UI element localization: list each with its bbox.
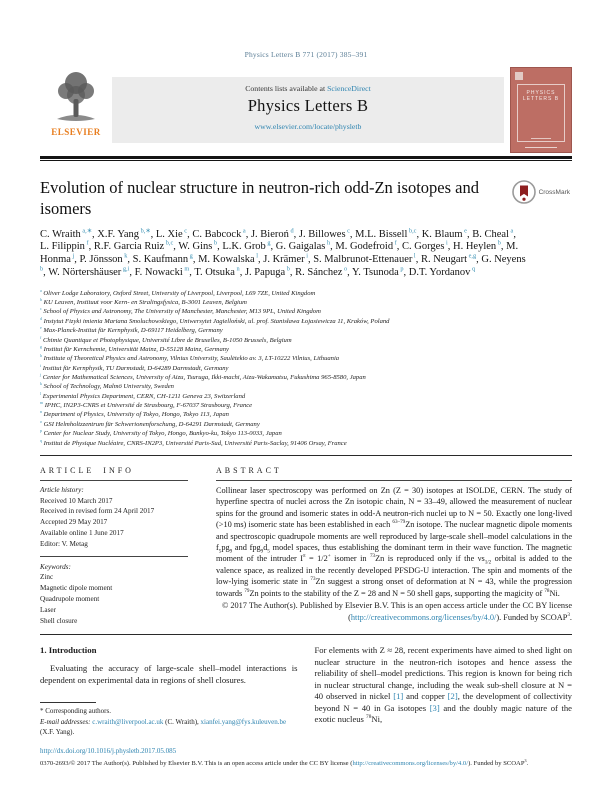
history-line: Available online 1 June 2017 [40, 529, 124, 538]
article-info-header: ARTICLE INFO [40, 465, 134, 475]
author-name: W. Gins [178, 241, 213, 253]
text-run: d [263, 543, 268, 553]
affiliation-marker: f [40, 334, 42, 340]
notation-sup: π [303, 553, 306, 560]
cover-decoration [525, 147, 557, 148]
affiliation-item [40, 410, 572, 419]
abstract-text [216, 485, 572, 599]
crossmark-label: CrossMark [538, 188, 570, 196]
text-run: and fpg [232, 543, 261, 553]
text-run: Collinear laser spectroscopy was performed on Zn (Z = 30) isotopes at ISOLDE, CERN. The study of hyperfine spectra of nuclei across the Zn isotopic chain, N = 33–49, allowed the measurement of nuclear spins for the ground and isomeric states in odd-A neutron-rich nuclei up to N = 50. Exactly one long-lived (>10 ms) isomeric state has been established in each [216, 485, 572, 530]
notation-sub: 5 [267, 548, 270, 555]
affiliation-item [40, 420, 572, 429]
history-line: Received in revised form 24 April 2017 [40, 507, 155, 516]
author-name: B. Cheal [472, 228, 509, 240]
author-affiliation-marker: g,i [121, 265, 130, 273]
author-affiliation-marker: i [444, 239, 448, 247]
keywords-label: Keywords: [40, 562, 71, 571]
author-name: M. Kowalska [198, 254, 255, 266]
affiliation-text: IPHC, IN2P3-CNRS et Université de Strasbourg, F-67037 Strasbourg, France [43, 402, 253, 410]
text-run: and the doubly magic nature of the exotic nucleus [314, 702, 572, 724]
author-name: M. Godefroid [335, 241, 394, 253]
elsevier-logo[interactable] [40, 67, 112, 151]
author-name: K. Blaum [421, 228, 463, 240]
affiliation-item [40, 392, 572, 401]
inline-link[interactable]: c.wraith@liverpool.ac.uk [92, 718, 164, 727]
divider [40, 480, 188, 481]
author-name: Y. Tsunoda [352, 266, 399, 278]
author-list: C. Wraith $^{a,∗}$, X.F. Yang $^{b,∗}$, L. Xie $^c$, C. Babcock $^a$, J. Bieroń $^d$, J. Billowes $^c$, M.L. Bissell $^{b,c}$, K. Blaum $^e$, B. Cheal $^a$, L. Filippin $^f$, R.F. Garcia Ruiz $^{b,c}$, W. Gins $^b$, L.K. Grob $^g$, G. Gaigalas $^h$, M. Godefroid $^f$, C. Gorges $^i$, H. Heylen $^b$, M. Honma $^j$, P. Jönsson $^k$, S. Kaufmann $^g$, M. Kowalska $^l$, J. Krämer $^i$, S. Malbrunot-Ettenauer $^l$, R. Neugart $^{e,g}$, G. Neyens $^b$, W. Nörtershäuser $^{g,i}$, F. Nowacki $^m$, T. Otsuka $^n$, J. Papuga $^b$, R. Sánchez $^o$, Y. Tsunoda $^p$, D.T. Yordanov $^q$ [40, 227, 526, 278]
body-right-column [315, 645, 573, 754]
affiliation-marker: p [40, 427, 42, 433]
text-run: isomer in [330, 554, 370, 564]
text-run: For elements with Z ≈ 28, recent experiments have aimed to shed light on nuclear structure in the neutron-rich isotopes and hence assess the reliability of shell–model predictions. This region is known for being rich in nuclear structural change, including the weak sub-shell closure at N = 40 observed in nickel [314, 645, 572, 702]
keyword-item: Magnetic dipole moment [40, 584, 113, 593]
author-affiliation-marker: f [393, 239, 397, 247]
history-line: Received 10 March 2017 [40, 496, 113, 505]
author-affiliation-marker: a [508, 227, 514, 235]
affiliation-text: Institut für Kernphysik, TU Darmstadt, D-64289 Darmstadt, Germany [41, 364, 229, 372]
doi-link[interactable]: http://dx.doi.org/10.1016/j.physletb.2017.05.085 [40, 746, 177, 755]
author-affiliation-marker: b,c [164, 239, 174, 247]
affiliation-marker: h [40, 353, 42, 359]
keyword-item: Laser [40, 605, 56, 614]
inline-link[interactable]: http://creativecommons.org/licenses/by/4.0/ [350, 612, 497, 622]
author-name: J. Krämer [263, 254, 305, 266]
author-name: R.F. Garcia Ruiz [93, 241, 165, 253]
inline-link[interactable]: [2] [447, 691, 458, 702]
author-affiliation-marker: k [122, 252, 128, 260]
author-name: S. Malbrunot-Ettenauer [313, 254, 413, 266]
author-affiliation-marker: m [182, 265, 190, 273]
affiliation-text: Institute of Theoretical Physics and Astronomy, Vilnius University, Saulėtekio av. 3, LT-10222 Vilnius, Lithuania [41, 355, 340, 363]
affiliation-list [40, 289, 572, 448]
author-name: J. Bieroń [250, 228, 289, 240]
notation-sup: 73 [369, 553, 376, 560]
author-name: G. Gaigalas [275, 241, 326, 253]
contents-line [112, 84, 504, 93]
author-affiliation-marker: a,∗ [80, 227, 93, 235]
affiliation-marker: c [40, 306, 42, 312]
elsevier-wordmark: ELSEVIER [51, 127, 101, 137]
text-run: Zn is reproduced only if the νs [375, 554, 485, 564]
emphasis-text: E-mail addresses: [40, 718, 93, 727]
affiliation-text: Oliver Lodge Laboratory, Oxford Street, University of Liverpool, Liverpool, L69 7ZE, United Kingdom [41, 289, 316, 297]
text-run: = 1/2 [305, 554, 328, 564]
affiliation-marker: j [40, 371, 42, 377]
author-name: L.K. Grob [222, 241, 266, 253]
author-affiliation-marker: p [398, 265, 404, 273]
text-run: pg [221, 543, 230, 553]
author-name: S. Kaufmann [132, 254, 189, 266]
running-head-citation: Physics Letters B 771 (2017) 385–391 [244, 50, 368, 59]
notation-sup: 3 [524, 757, 527, 763]
abstract-divider [40, 634, 572, 635]
author-name: D.T. Yordanov [408, 266, 471, 278]
masthead-center [112, 77, 504, 143]
affiliation-text: Department of Physics, University of Tokyo, Hongo, Tokyo 113, Japan [41, 411, 229, 419]
article-history-list [40, 496, 188, 550]
journal-url-link[interactable]: www.elsevier.com/locate/physletb [254, 122, 362, 131]
author-name: C. Wraith [40, 228, 81, 240]
affiliation-item [40, 307, 572, 316]
affiliation-text: Instytut Fizyki imienia Mariana Smoluchowskiego, Uniwersytet Jagielloński, ul. prof. Stanisława Łojasiewicza 11, Kraków, Poland [41, 317, 390, 325]
notation-sup: 73 [310, 576, 316, 583]
keyword-list [40, 572, 188, 626]
author-affiliation-marker: f [84, 239, 89, 247]
author-affiliation-marker: l [254, 252, 258, 260]
inline-link[interactable]: [1] [393, 691, 404, 702]
keyword-item: Zinc [40, 573, 54, 582]
affiliation-text: GSI Helmholtzzentrum für Schwerionenforschung, D-64291 Darmstadt, Germany [41, 420, 260, 428]
author-affiliation-marker: e [462, 227, 467, 235]
section-divider [40, 455, 572, 456]
affiliation-marker: q [40, 437, 42, 443]
text-run: Ni. [549, 588, 560, 598]
author-name: R. Sánchez [295, 266, 343, 278]
notation-sup: 3 [567, 611, 570, 618]
author-name: J. Billowes [298, 228, 346, 240]
affiliation-item [40, 354, 572, 363]
notation-sup: 78 [366, 714, 372, 721]
author-name: C. Babcock [192, 228, 242, 240]
affiliation-text: Chimie Quantique et Photophysique, Université Libre de Bruxelles, B-1050 Brussels, Belgium [41, 336, 292, 344]
author-affiliation-marker: b [40, 265, 44, 273]
text-run: and copper [403, 691, 448, 702]
author-affiliation-marker: j [70, 252, 75, 260]
inline-link[interactable]: http://creativecommons.org/licenses/by/4.0/ [352, 759, 469, 767]
text-run: orbital is added to the valence space, as realized in the recently developed PFSDG-U interaction. The spin and moments of the low-lying isomeric state in [216, 554, 572, 587]
history-line: Accepted 29 May 2017 [40, 518, 108, 527]
affiliation-item [40, 382, 572, 391]
notation-sup: 78 [544, 588, 550, 595]
abstract-column [216, 466, 572, 627]
affiliation-marker: o [40, 418, 42, 424]
text-run: Zn points to the stability of the Z = 28 and N = 50 shell gaps, supporting the magicity of [249, 588, 545, 598]
author-name: R. Neugart [420, 254, 468, 266]
notation-sup: + [327, 553, 331, 560]
author-name: P. Jönsson [79, 254, 123, 266]
author-affiliation-marker: a [241, 227, 246, 235]
author-affiliation-marker: e,g [467, 252, 477, 260]
text-run: , the development of collectivity beyond N = 40 in Ga isotopes [314, 691, 572, 713]
notation-sub: 9 [260, 548, 264, 555]
journal-cover-thumbnail[interactable] [510, 67, 572, 153]
author-name: W. Nörtershäuser [48, 266, 122, 278]
notation-sup: 63–79 [392, 519, 406, 526]
author-affiliation-marker: n [234, 265, 240, 273]
text-run: model spaces, thus establishing the dominant term in their wave function. The magnetic moment of the intruder I [216, 543, 572, 564]
author-affiliation-marker: g [188, 252, 193, 260]
affiliation-text: School of Technology, Malmö University, Sweden [41, 383, 174, 391]
affiliation-marker: k [40, 381, 42, 387]
affiliation-item [40, 364, 572, 373]
sciencedirect-link[interactable]: ScienceDirect [327, 84, 371, 93]
contents-line-text: Contents lists available at [245, 84, 326, 93]
author-name: M.L. Bissell [355, 228, 408, 240]
author-affiliation-marker: d [288, 227, 294, 235]
affiliation-marker: i [40, 362, 42, 368]
cover-publisher-mark [515, 72, 523, 80]
text-run: © 2017 The Author(s). Published by Elsevier B.V. This is an open access article under the CC BY license ( [221, 601, 572, 622]
affiliation-item [40, 326, 572, 335]
affiliation-text: Center for Nuclear Study, University of Tokyo, Hongo, Bunkyo-ku, Tokyo 113-0033, Japan [41, 430, 282, 438]
cover-decoration [531, 138, 551, 139]
email-addresses-line [40, 718, 298, 738]
abstract-header: ABSTRACT [216, 465, 282, 475]
text-run: (C. Wraith), [163, 718, 201, 727]
author-affiliation-marker: b [496, 239, 501, 247]
text-run: Zn suggest a strong onset of deformation at N = 43, while the progression towards [216, 577, 572, 598]
author-name: F. Nowacki [134, 266, 183, 278]
author-affiliation-marker: b,c [407, 227, 417, 235]
issn-copyright-line [40, 759, 572, 769]
author-name: G. Neyens [481, 254, 526, 266]
affiliation-text: Max-Planck-Institut für Kernphysik, D-69117 Heidelberg, Germany [41, 327, 223, 335]
text-run: ). Funded by SCOAP [468, 759, 525, 767]
affiliation-marker: b [40, 296, 42, 302]
footnote-rule [40, 702, 96, 703]
corresponding-authors-note: * Corresponding authors. [40, 707, 111, 716]
affiliation-item [40, 401, 572, 410]
author-affiliation-marker: b [212, 239, 218, 247]
intro-paragraph-right [315, 645, 573, 725]
author-name: J. Papuga [244, 266, 286, 278]
text-run: . [569, 612, 572, 622]
divider [40, 556, 188, 557]
author-affiliation-marker: i [304, 252, 308, 260]
crossmark-icon [512, 180, 536, 204]
author-name: X.F. Yang [97, 228, 140, 240]
author-name: T. Otsuka [194, 266, 235, 278]
affiliation-marker: l [40, 390, 42, 396]
affiliation-marker: n [40, 409, 42, 415]
affiliation-marker: d [40, 315, 42, 321]
text-run: Ni, [371, 713, 383, 724]
author-affiliation-marker: l [412, 252, 416, 260]
author-affiliation-marker: q [470, 265, 476, 273]
text-run: ). Funded by SCOAP [496, 612, 568, 622]
affiliation-marker: a [40, 287, 42, 293]
affiliation-text: KU Leuven, Instituut voor Kern- en Stralingsfysica, B-3001 Leuven, Belgium [41, 299, 247, 307]
crossmark-badge[interactable] [512, 180, 570, 204]
affiliation-text: Institut de Physique Nucléaire, CNRS-IN2P3, Université Paris-Sud, Université Paris-Saclay, 91406 Orsay, France [41, 439, 347, 447]
affiliation-marker: g [40, 343, 42, 349]
masthead-divider [40, 156, 572, 161]
affiliation-item [40, 336, 572, 345]
affiliation-item [40, 289, 572, 298]
notation-sub: 9 [229, 548, 233, 555]
affiliation-text: Experimental Physics Department, CERN, CH-1211 Geneva 23, Switzerland [41, 392, 246, 400]
elsevier-tree-icon [47, 67, 105, 129]
author-affiliation-marker: g [265, 239, 271, 247]
divider [216, 480, 572, 481]
journal-masthead [40, 67, 572, 153]
keyword-item: Quadrupole moment [40, 595, 100, 604]
affiliation-item [40, 298, 572, 307]
affiliation-item [40, 439, 572, 448]
inline-link[interactable]: [3] [429, 702, 440, 713]
author-affiliation-marker: c [345, 227, 350, 235]
abstract-copyright [216, 600, 572, 623]
affiliation-text: Center for Mathematical Sciences, University of Aizu, Tsuruga, Ikki-machi, Aizu-Wakamatsu, Fukushima 965-8580, Japan [41, 373, 366, 381]
author-affiliation-marker: h [325, 239, 331, 247]
notation-sub: 1/2 [484, 560, 492, 567]
text-run: (X.F. Yang). [40, 727, 75, 736]
author-affiliation-marker: b [285, 265, 290, 273]
author-name: H. Heylen [453, 241, 497, 253]
affiliation-marker: e [40, 325, 42, 330]
author-affiliation-marker: b,∗ [139, 227, 151, 235]
article-title: Evolution of nuclear structure in neutron-rich odd-Zn isotopes and isomers [40, 178, 479, 218]
affiliation-item [40, 429, 572, 438]
affiliation-text: Institut für Kernchemie, Universität Mainz, D-55128 Mainz, Germany [41, 345, 229, 353]
footnote-block [40, 702, 298, 737]
author-affiliation-marker: c [182, 227, 188, 235]
affiliation-item [40, 317, 572, 326]
keyword-item: Shell closure [40, 616, 78, 625]
affiliation-item [40, 373, 572, 382]
author-affiliation-marker: o [342, 265, 348, 273]
author-name: L. Xie [155, 228, 183, 240]
notation-sup: 79 [244, 588, 250, 595]
article-history-label: Article history: [40, 485, 84, 494]
author-name: M. Honma [40, 241, 519, 266]
notation-sub: 5 [218, 548, 222, 555]
inline-link[interactable]: xianfei.yang@fys.kuleuven.be [200, 718, 287, 727]
affiliation-text: School of Physics and Astronomy, The University of Manchester, Manchester, M13 9PL, United Kingdom [41, 308, 321, 316]
text-run: 0370-2693/© 2017 The Author(s). Published by Elsevier B.V. This is an open access article under the CC BY license ( [40, 759, 353, 767]
text-run: Zn isotope. The nuclear magnetic dipole moments and spectroscopic quadrupole moments are well reproduced by large-scale shell–model calculations in the f [216, 520, 572, 553]
section-heading-introduction: 1. Introduction [40, 645, 97, 656]
author-name: C. Gorges [402, 241, 445, 253]
history-line: Editor: V. Metag [40, 539, 88, 548]
journal-name: Physics Letters B [247, 96, 369, 115]
text-run: . [526, 759, 529, 767]
cover-title: PHYSICS LETTERS B [522, 90, 560, 102]
author-name: L. Filippin [40, 241, 85, 253]
body-left-column [40, 645, 298, 754]
affiliation-marker: m [40, 399, 44, 405]
article-info-column [40, 466, 188, 627]
affiliation-item [40, 345, 572, 354]
intro-paragraph-left: Evaluating the accuracy of large-scale shell–model interactions is dependent on experimental data in regions of shell closures. [40, 663, 298, 685]
